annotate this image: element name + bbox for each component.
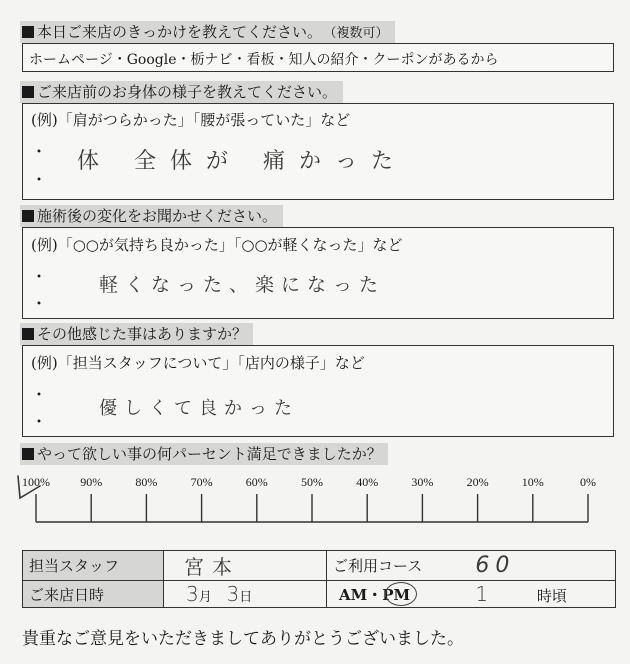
staff-value-cell <box>164 551 327 581</box>
question-4-title: その他感じた事はありますか？ <box>37 325 248 343</box>
scale-label: 80% <box>135 475 158 489</box>
scale-label: 30% <box>411 475 434 489</box>
question-2-handwritten-answer: 体 全体が 痛かった <box>77 149 407 174</box>
question-4-handwritten-answer: 優しくて良かった <box>99 398 299 419</box>
question-4-example: (例)「担当スタッフについて」「店内の様子」など <box>31 354 365 372</box>
question-2-title: ご来店前のお身体の様子を教えてください。 <box>37 83 338 101</box>
scale-label: 50% <box>301 475 323 489</box>
day-unit: 日 <box>239 590 253 605</box>
staff-label: 担当スタッフ <box>23 551 164 581</box>
visit-info-table <box>22 550 616 608</box>
bullet-dot: ・ <box>31 142 48 161</box>
scale-label: 60% <box>245 475 268 489</box>
closing-message: 貴重なご意見をいただきましてありがとうございました。 <box>22 629 464 649</box>
course-value: 60 <box>475 553 516 578</box>
scale-label: 70% <box>190 475 213 489</box>
date-label: ご来店日時 <box>23 581 164 608</box>
bullet-dot: ・ <box>31 170 48 189</box>
hour-value: 1 <box>475 582 489 606</box>
question-1-note: （複数可） <box>330 26 389 41</box>
bullet-dot: ・ <box>31 294 48 313</box>
course-label: ご利用コース <box>327 551 470 581</box>
hour-unit: 時頃 <box>536 587 567 605</box>
question-3-example: (例)「○○が気持ち良かった」「○○が軽くなった」など <box>31 236 403 254</box>
question-1-title: 本日ご来店のきっかけを教えてください。 <box>37 23 323 41</box>
ampm-cell <box>327 581 470 608</box>
ampm-options: AM・PM <box>339 585 411 604</box>
staff-value: 宮本 <box>184 555 240 579</box>
question-1-options: ホームページ・Google・栃ナビ・看板・知人の紹介・クーポンがあるから <box>29 52 499 68</box>
scale-label: 10% <box>521 475 544 489</box>
month-value: 3 <box>186 582 199 606</box>
question-2-example: (例)「肩がつらかった」「腰が張っていた」など <box>31 111 351 129</box>
bullet-dot: ・ <box>31 385 48 404</box>
bullet-dot: ・ <box>31 412 48 431</box>
month-unit: 月 <box>198 590 212 605</box>
scale-label: 100% <box>22 475 50 489</box>
question-3-title: 施術後の変化をお聞かせください。 <box>37 207 278 225</box>
bullet-dot: ・ <box>31 267 48 286</box>
date-value-cell <box>164 581 327 608</box>
scale-label: 0% <box>580 475 596 489</box>
scale-label: 90% <box>80 475 103 489</box>
course-value-cell <box>469 551 615 581</box>
scale-label: 40% <box>356 475 379 489</box>
question-3-handwritten-answer: 軽くなった、楽になった <box>99 274 386 296</box>
question-5-title: やって欲しい事の何パーセント満足できましたか？ <box>37 445 382 463</box>
day-value: 3 <box>226 582 240 606</box>
pm-circled-mark <box>385 582 417 606</box>
hour-cell <box>469 581 615 608</box>
scale-label: 20% <box>466 475 489 489</box>
